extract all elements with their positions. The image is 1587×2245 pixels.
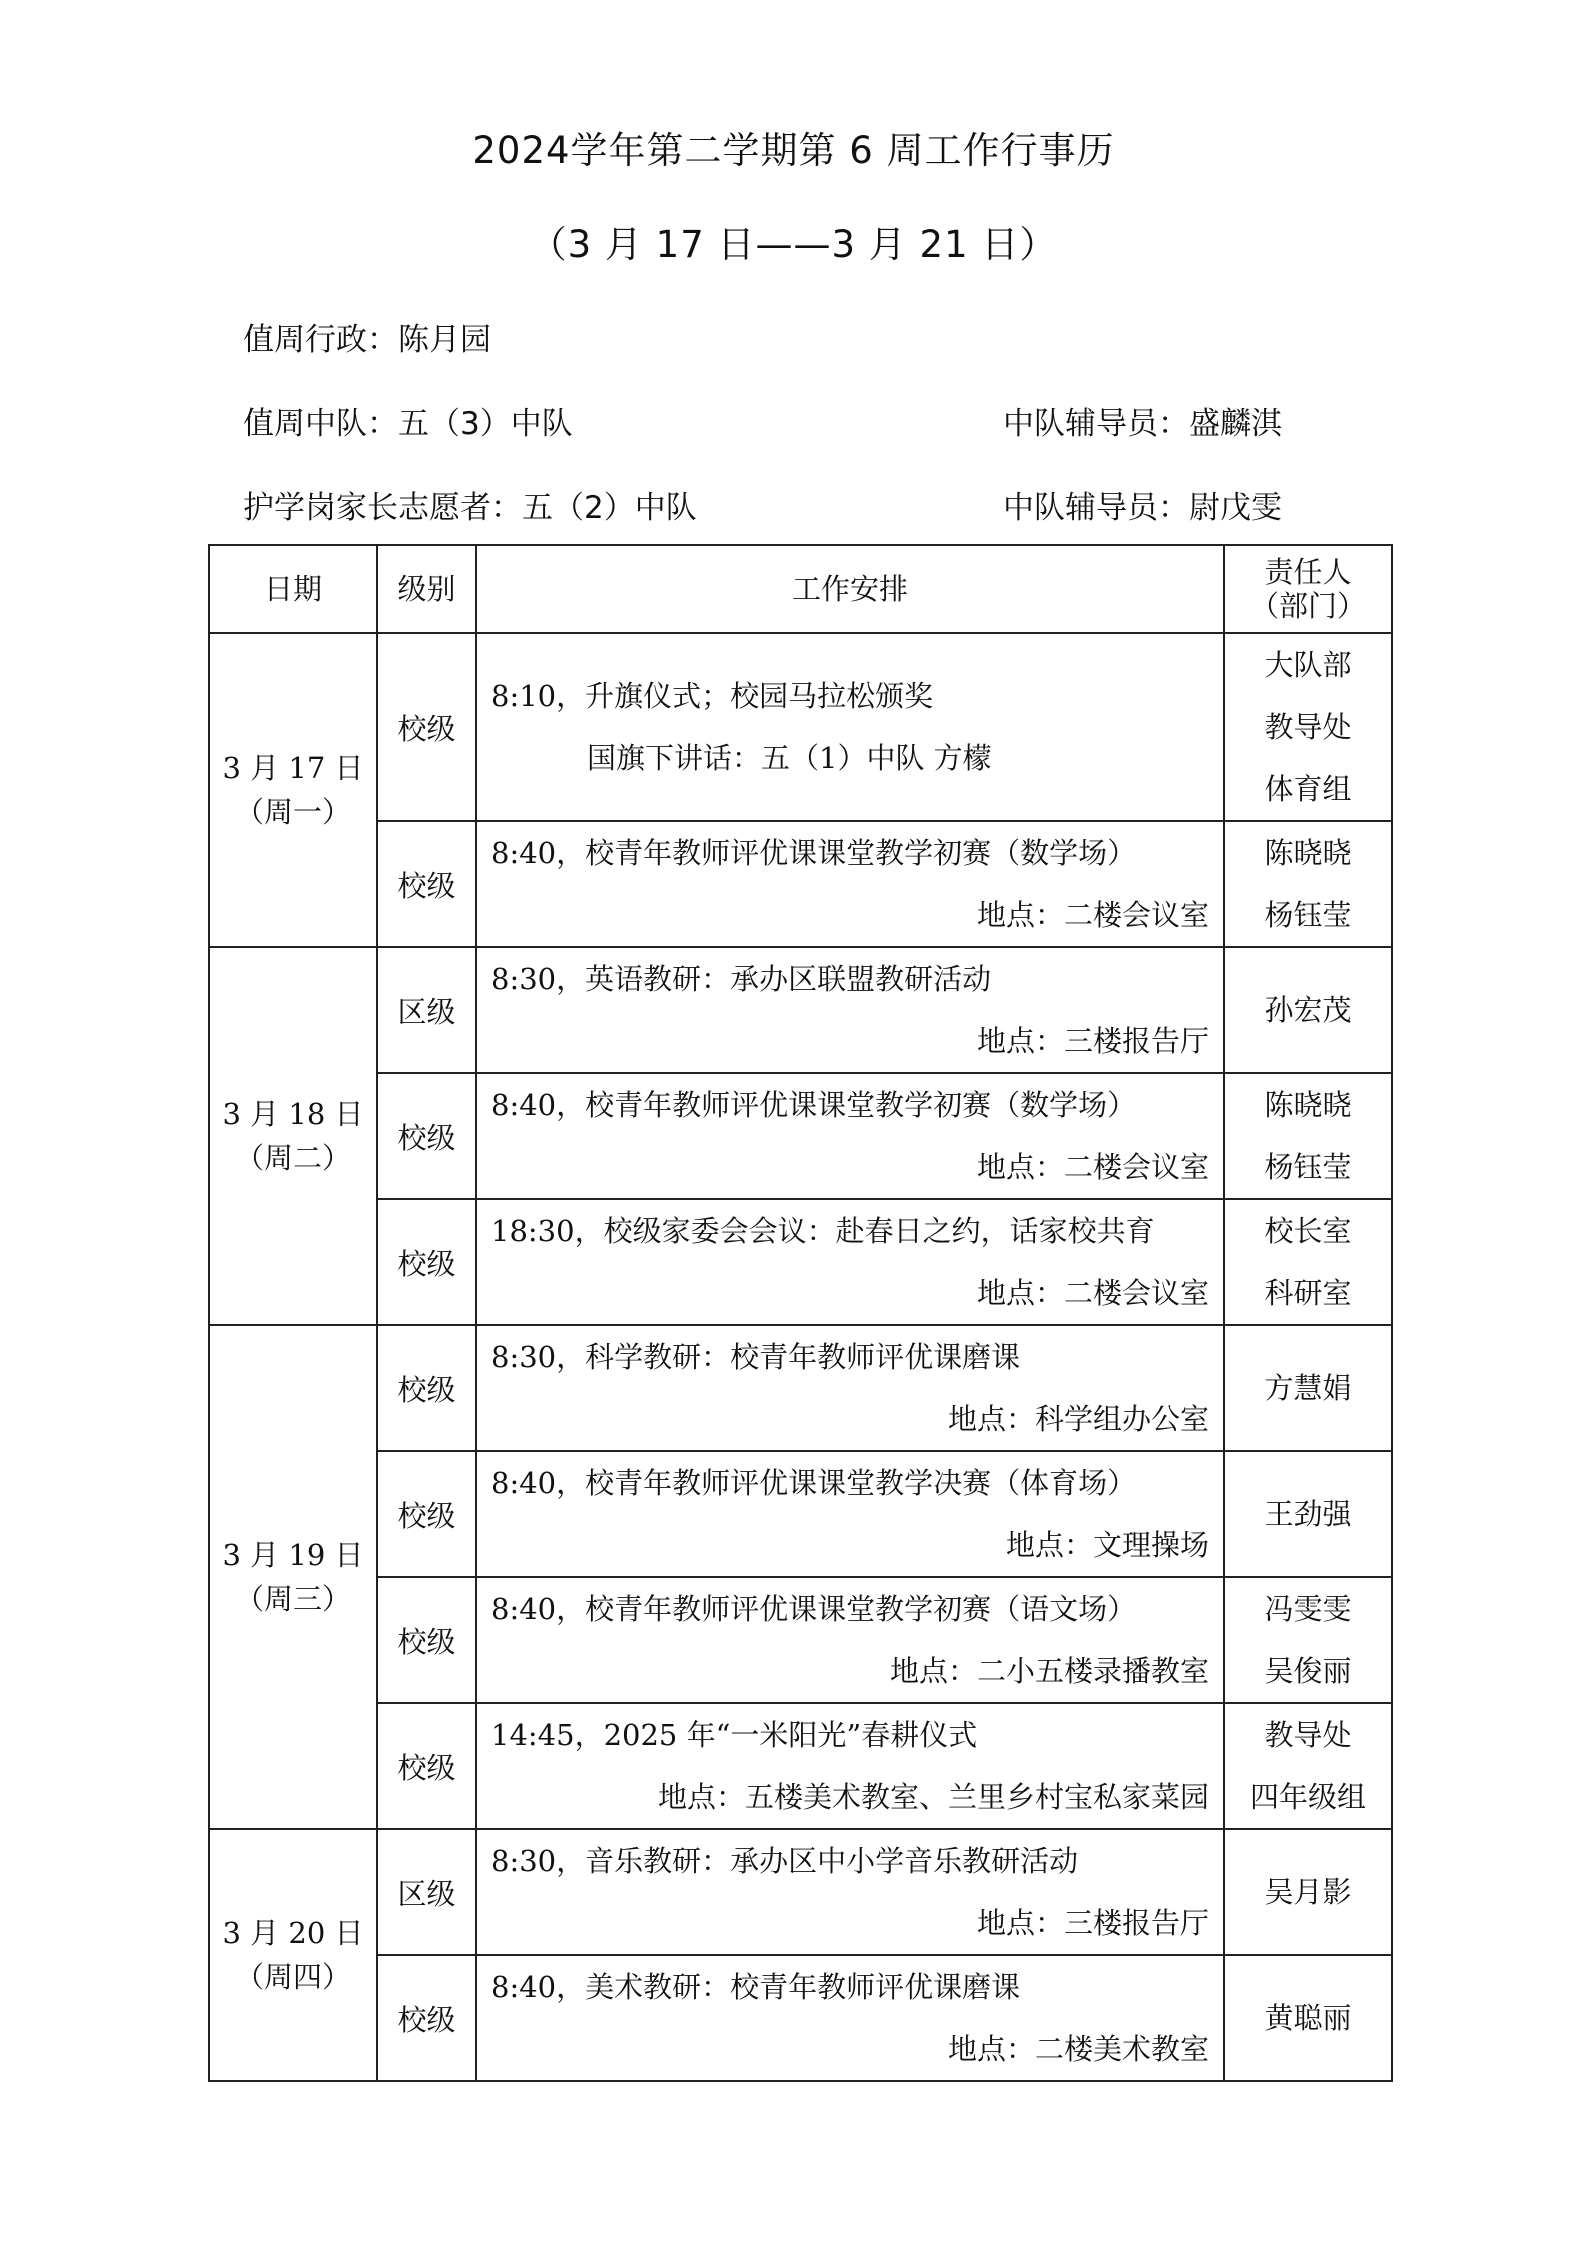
date-cell [209,1829,377,2081]
work-location: 地点：二小五楼录播教室 [889,1654,1209,1688]
resp-name: 冯雯雯 [1264,1592,1352,1626]
resp-cell [1224,1073,1392,1199]
resp-name: 体育组 [1264,772,1352,806]
work-cell [476,947,1224,1073]
col-header-work: 工作安排 [476,545,1224,633]
work-cell [476,1325,1224,1451]
work-cell [476,1577,1224,1703]
duty-squad: 值周中队：五（3）中队 [243,406,573,442]
date-label: 3 月 17 日 [222,751,364,785]
work-line: 8:40，校青年教师评优课课堂教学初赛（语文场） [491,1592,1137,1626]
table-row [209,1073,1392,1199]
level-cell: 区级 [377,947,476,1073]
table-row [209,1577,1392,1703]
work-cell [476,1451,1224,1577]
resp-cell [1224,1451,1392,1577]
resp-cell [1224,1703,1392,1829]
work-line: 18:30，校级家委会会议：赴春日之约，话家校共育 [491,1214,1155,1248]
date-label: 3 月 18 日 [222,1097,364,1131]
work-line: 8:30，科学教研：校青年教师评优课磨课 [491,1340,1021,1374]
work-location: 地点：二楼美术教室 [947,2032,1209,2066]
level-cell: 校级 [377,1703,476,1829]
work-location: 地点：五楼美术教室、兰里乡村宝私家菜园 [657,1780,1209,1814]
resp-cell [1224,947,1392,1073]
level-cell: 校级 [377,1451,476,1577]
work-line: 8:30，音乐教研：承办区中小学音乐教研活动 [491,1844,1079,1878]
weekday-label: （周二） [234,1141,351,1175]
resp-name: 教导处 [1264,1718,1352,1752]
resp-cell [1224,1577,1392,1703]
weekday-label: （周三） [234,1582,351,1616]
col-header-date: 日期 [209,545,377,633]
resp-name: 杨钰莹 [1264,898,1352,932]
work-cell [476,821,1224,947]
table-row [209,1703,1392,1829]
work-cell [476,1199,1224,1325]
work-cell [476,1829,1224,1955]
date-label: 3 月 19 日 [222,1538,364,1572]
duty-admin: 值周行政：陈月园 [243,322,491,358]
table-row [209,947,1392,1073]
table-row [209,633,1392,821]
duty-squad-counselor: 中队辅导员：盛麟淇 [1003,406,1282,442]
page-title: 2024学年第二学期第 6 周工作行事历 [472,129,1115,172]
work-cell [476,1073,1224,1199]
resp-name: 吴月影 [1264,1875,1352,1909]
resp-name: 方慧娟 [1264,1371,1352,1405]
table-row [209,1955,1392,2081]
work-location: 地点：二楼会议室 [976,898,1209,932]
table-row [209,1829,1392,1955]
table-header-row [209,545,1392,633]
resp-name: 杨钰莹 [1264,1150,1352,1184]
weekday-label: （周四） [234,1960,351,1994]
schedule-table [208,544,1393,2082]
resp-name: 陈晓晓 [1264,836,1352,870]
resp-name: 陈晓晓 [1264,1088,1352,1122]
work-location: 地点：二楼会议室 [976,1150,1209,1184]
level-cell: 校级 [377,1955,476,2081]
work-location: 地点：文理操场 [1005,1528,1209,1562]
resp-name: 科研室 [1264,1276,1352,1310]
date-cell [209,633,377,947]
level-cell: 校级 [377,1577,476,1703]
level-cell: 校级 [377,633,476,821]
level-cell: 校级 [377,1325,476,1451]
work-cell [476,633,1224,821]
weekday-label: （周一） [234,795,351,829]
resp-cell [1224,1829,1392,1955]
date-cell [209,1325,377,1829]
resp-cell [1224,633,1392,821]
date-cell [209,947,377,1325]
guard-counselor: 中队辅导员：尉戊雯 [1003,490,1282,526]
resp-cell [1224,1199,1392,1325]
col-header-resp-label: 责任人 [1264,555,1352,589]
work-cell [476,1955,1224,2081]
guard-parents: 护学岗家长志愿者：五（2）中队 [243,490,697,526]
work-line: 国旗下讲话：五（1）中队 方檬 [587,741,992,775]
resp-name: 四年级组 [1249,1780,1366,1814]
resp-name: 大队部 [1264,648,1352,682]
level-cell: 校级 [377,1199,476,1325]
table-row [209,1325,1392,1451]
resp-cell [1224,1325,1392,1451]
date-label: 3 月 20 日 [222,1916,364,1950]
work-location: 地点：科学组办公室 [947,1402,1209,1436]
table-row [209,1451,1392,1577]
resp-name: 王劲强 [1264,1497,1352,1531]
resp-name: 孙宏茂 [1264,993,1352,1027]
work-location: 地点：二楼会议室 [976,1276,1209,1310]
level-cell: 校级 [377,821,476,947]
level-cell: 校级 [377,1073,476,1199]
work-line: 8:10，升旗仪式；校园马拉松颁奖 [491,679,934,713]
work-line: 8:40，美术教研：校青年教师评优课磨课 [491,1970,1021,2004]
work-line: 8:30，英语教研：承办区联盟教研活动 [491,962,992,996]
resp-name: 教导处 [1264,710,1352,744]
col-header-resp [1224,545,1392,633]
work-line: 8:40，校青年教师评优课课堂教学初赛（数学场） [491,836,1137,870]
resp-cell [1224,821,1392,947]
level-cell: 区级 [377,1829,476,1955]
work-cell [476,1703,1224,1829]
table-row [209,821,1392,947]
work-line: 14:45，2025 年“一米阳光”春耕仪式 [491,1718,978,1752]
col-header-resp-sub: （部门） [1249,589,1366,623]
resp-name: 校长室 [1264,1214,1352,1248]
resp-name: 吴俊丽 [1264,1654,1352,1688]
work-location: 地点：三楼报告厅 [976,1024,1209,1058]
col-header-level: 级别 [377,545,476,633]
work-line: 8:40，校青年教师评优课课堂教学决赛（体育场） [491,1466,1137,1500]
resp-name: 黄聪丽 [1264,2001,1352,2035]
work-line: 8:40，校青年教师评优课课堂教学初赛（数学场） [491,1088,1137,1122]
resp-cell [1224,1955,1392,2081]
work-location: 地点：三楼报告厅 [976,1906,1209,1940]
table-row [209,1199,1392,1325]
page-subtitle: （3 月 17 日——3 月 21 日） [529,223,1058,266]
